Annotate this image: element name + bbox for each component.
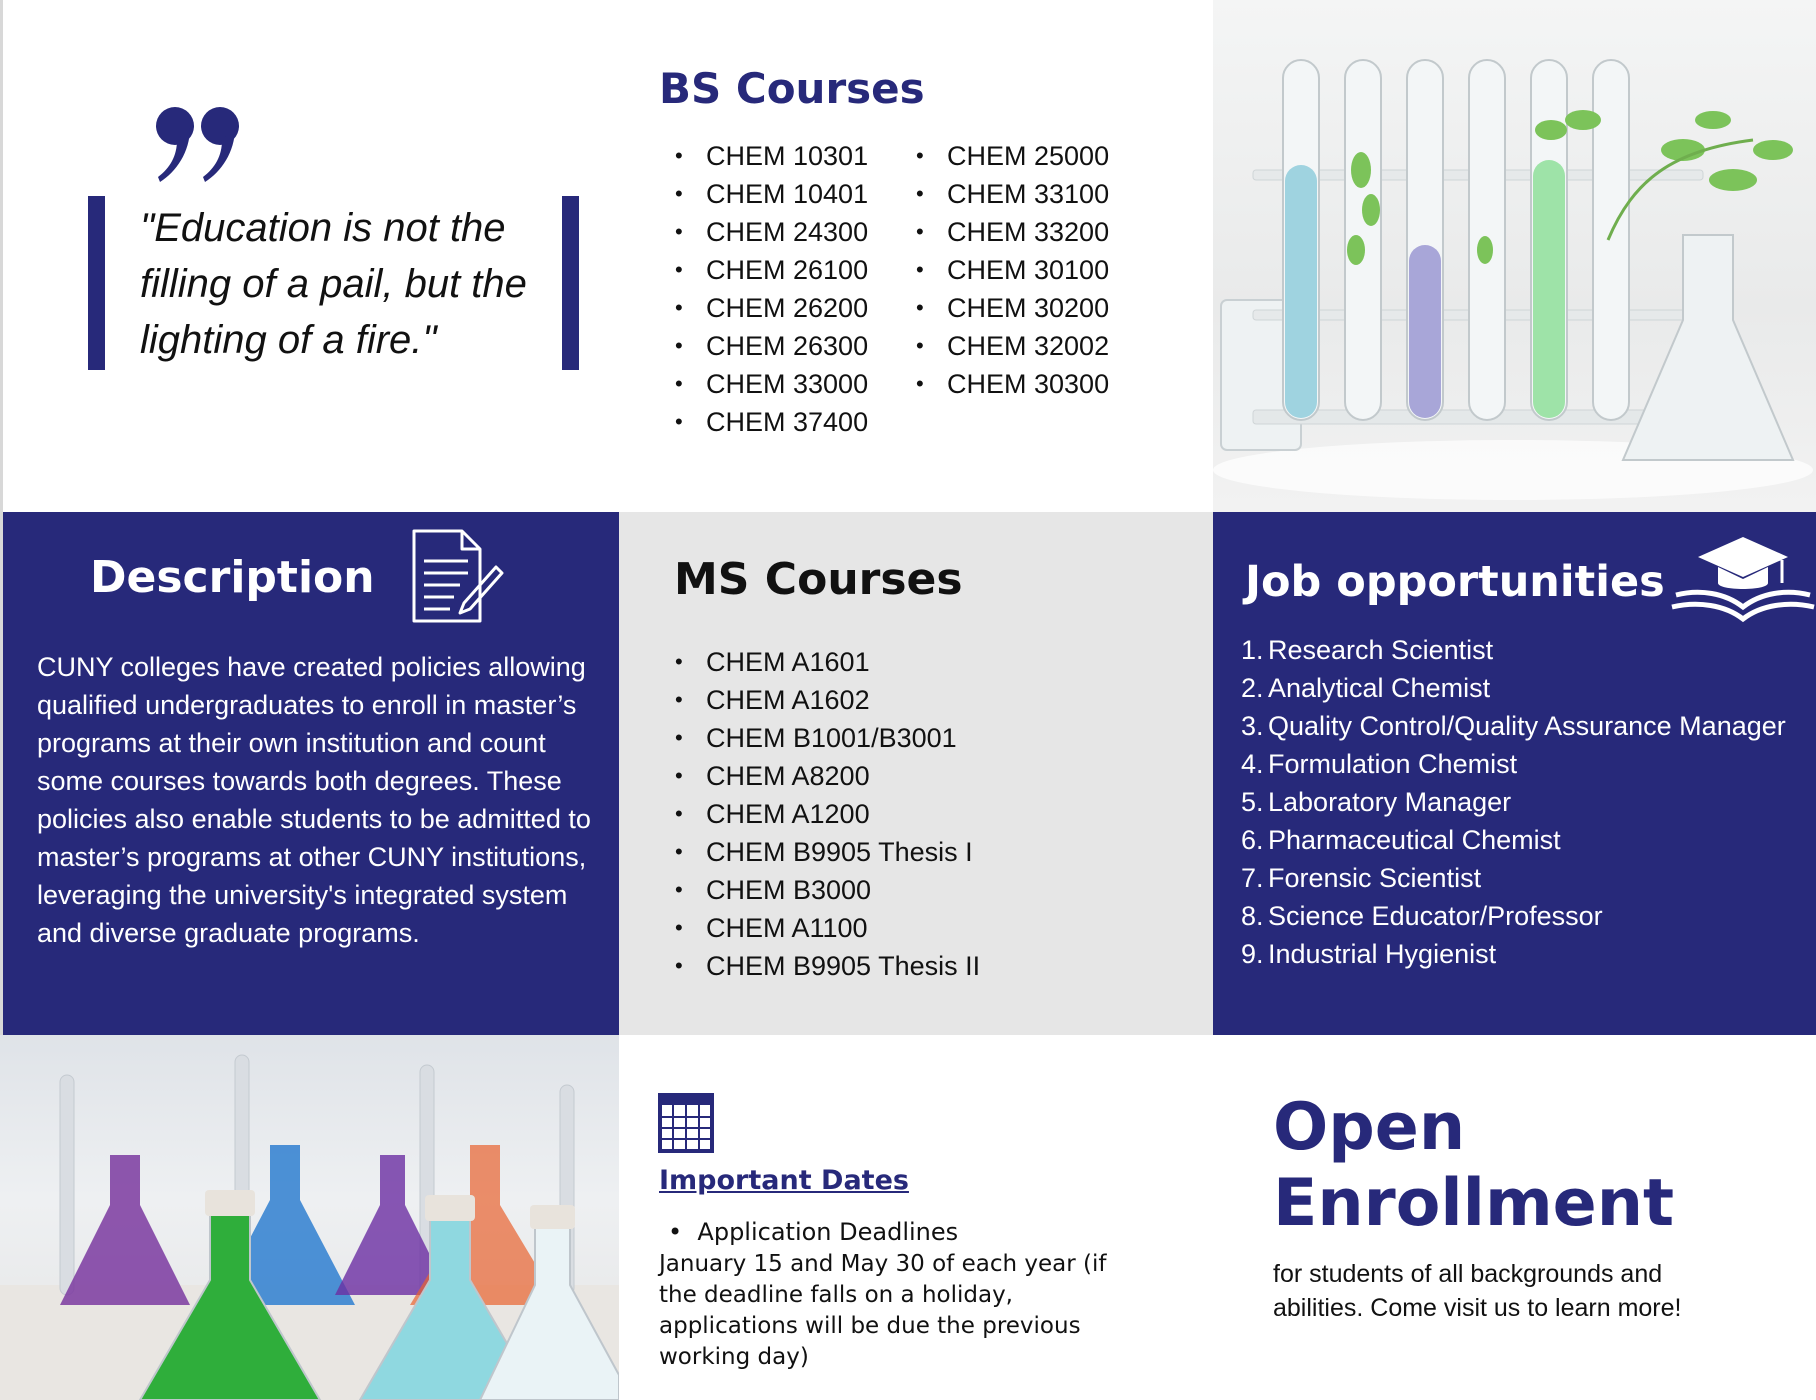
job-opportunities-list: [1241, 631, 1786, 973]
list-item: 5. Laboratory Manager: [1241, 787, 1512, 817]
description-title: Description: [90, 552, 375, 603]
bs-courses-list-1: [659, 137, 868, 441]
list-item: 7. Forensic Scientist: [1241, 863, 1482, 893]
list-item: • CHEM 33000: [659, 365, 868, 403]
list-item: 2. Analytical Chemist: [1241, 673, 1491, 703]
quote-bar-left: [88, 196, 105, 370]
list-item: • CHEM A1100: [659, 909, 980, 947]
list-item: 9. Industrial Hygienist: [1241, 939, 1497, 969]
graduation-cap-book-icon: [1670, 535, 1816, 625]
quote-text: "Education is not the filling of a pail, but the lighting of a fire.": [140, 206, 527, 362]
list-item: • CHEM 26100: [659, 251, 868, 289]
list-item: • CHEM 30200: [900, 289, 1109, 327]
application-deadlines-text: January 15 and May 30 of each year (if the deadline falls on a holiday, applications will be due the previous working day): [659, 1251, 1107, 1370]
list-item: • CHEM A8200: [659, 757, 980, 795]
list-item: • CHEM 30100: [900, 251, 1109, 289]
list-item: • CHEM A1601: [659, 643, 980, 681]
ms-courses-title: MS Courses: [674, 554, 963, 605]
list-item: 3. Quality Control/Quality Assurance Manager: [1241, 711, 1786, 741]
list-item: • CHEM A1200: [659, 795, 980, 833]
calendar-icon: [657, 1090, 717, 1154]
description-text: CUNY colleges have created policies allowing qualified undergraduates to enroll in master’s programs at their own institution and count some courses towards both degrees. These policies also enable students to be admitted to master’s programs at other CUNY institutions, leveraging the university's integrated system and diverse graduate programs.: [37, 652, 591, 948]
list-item: • CHEM 26300: [659, 327, 868, 365]
list-item: 4. Formulation Chemist: [1241, 749, 1518, 779]
bs-courses-title: BS Courses: [659, 64, 925, 113]
list-item: • CHEM 26200: [659, 289, 868, 327]
list-item: • CHEM 37400: [659, 403, 868, 441]
list-item: • CHEM 10301: [659, 137, 868, 175]
list-item: • CHEM B9905 Thesis I: [659, 833, 980, 871]
list-item: • CHEM A1602: [659, 681, 980, 719]
test-tubes-photo: [1213, 0, 1816, 512]
list-item: 1. Research Scientist: [1241, 635, 1494, 665]
chemistry-flasks-photo: [0, 1035, 619, 1400]
bs-courses-list-2: [900, 137, 1109, 403]
document-edit-icon: [410, 527, 506, 627]
list-item: • CHEM B1001/B3001: [659, 719, 980, 757]
quote-icon: [150, 100, 250, 190]
list-item: • CHEM 25000: [900, 137, 1109, 175]
list-item: 8. Science Educator/Professor: [1241, 901, 1603, 931]
list-item: • CHEM 10401: [659, 175, 868, 213]
job-opportunities-title: Job opportunities: [1245, 557, 1665, 607]
open-enrollment-text: for students of all backgrounds and abilities. Come visit us to learn more!: [1273, 1260, 1682, 1322]
ms-courses-list: [659, 643, 980, 985]
important-dates-link[interactable]: Important Dates: [659, 1165, 909, 1196]
list-item: • CHEM B9905 Thesis II: [659, 947, 980, 985]
list-item: • CHEM 33200: [900, 213, 1109, 251]
list-item: • CHEM 30300: [900, 365, 1109, 403]
list-item: 6. Pharmaceutical Chemist: [1241, 825, 1561, 855]
application-deadlines-item: • Application Deadlines: [668, 1218, 959, 1246]
list-item: • CHEM 24300: [659, 213, 868, 251]
list-item: • CHEM 32002: [900, 327, 1109, 365]
quote-bar-right: [562, 196, 579, 370]
list-item: • CHEM 33100: [900, 175, 1109, 213]
list-item: • CHEM B3000: [659, 871, 980, 909]
open-enrollment-title: Open Enrollment: [1273, 1090, 1675, 1241]
